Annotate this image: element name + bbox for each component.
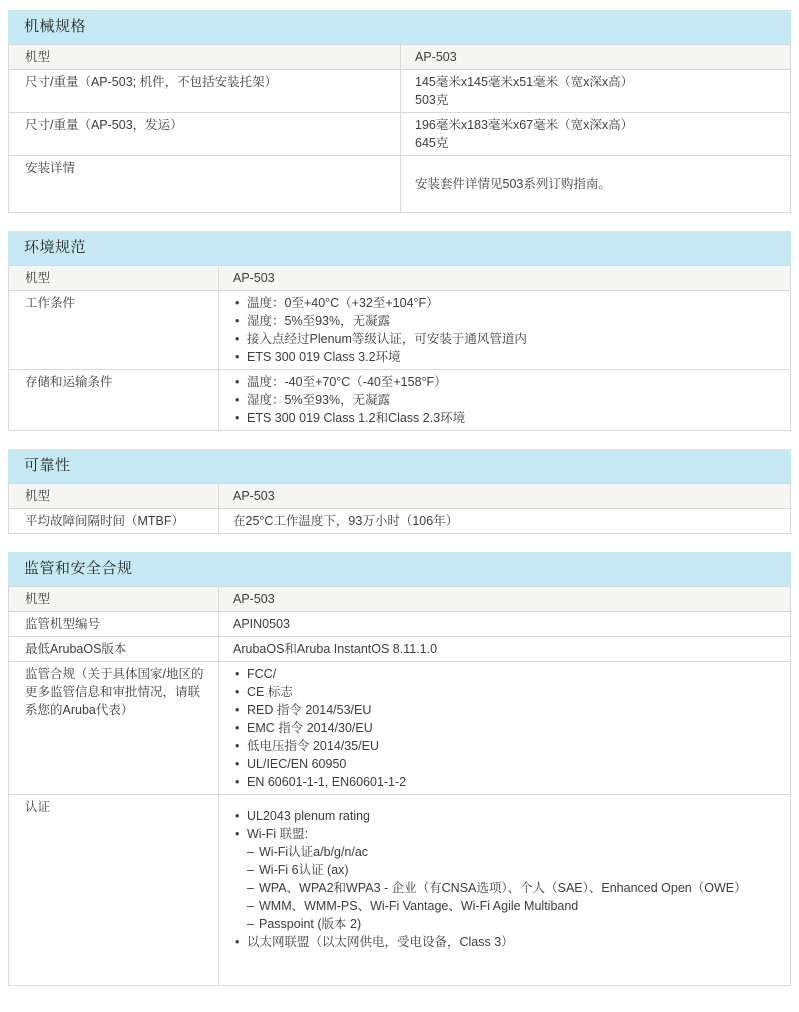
bullet-text: 以太网联盟（以太网供电，受电设备，Class 3） xyxy=(247,935,514,949)
bullet-text: 湿度：5%至93%，无凝露 xyxy=(247,393,391,407)
row-value xyxy=(219,266,791,291)
row-label: 尺寸/重量（AP-503; 机件，不包括安装托架） xyxy=(9,70,401,113)
value-line: 在25°C工作温度下，93万小时（106年） xyxy=(233,514,459,528)
bullet-line xyxy=(233,409,780,427)
bullet-text: 接入点经过Plenum等级认证，可安装于通风管道内 xyxy=(247,332,527,346)
table-row xyxy=(9,587,791,612)
row-value xyxy=(401,45,791,70)
row-label: 存储和运输条件 xyxy=(9,370,219,431)
row-label: 安装详情 xyxy=(9,156,401,213)
bullet-line xyxy=(233,683,780,701)
dash-icon: – xyxy=(247,917,254,931)
bullet-icon: • xyxy=(235,757,240,771)
row-value xyxy=(219,370,791,431)
row-value xyxy=(219,637,791,662)
value-line: AP-503 xyxy=(233,489,275,503)
bullet-line xyxy=(233,312,780,330)
bullet-line xyxy=(233,879,780,897)
bullet-text: 低电压指令 2014/35/EU xyxy=(247,739,379,753)
bullet-text: UL/IEC/EN 60950 xyxy=(247,757,347,771)
value-line: 503克 xyxy=(415,93,449,107)
table-row xyxy=(9,509,791,534)
row-label: 尺寸/重量（AP-503，发运） xyxy=(9,113,401,156)
bullet-icon: • xyxy=(235,775,240,789)
row-value xyxy=(219,587,791,612)
bullet-icon: • xyxy=(235,411,240,425)
bullet-text: RED 指令 2014/53/EU xyxy=(247,703,372,717)
bullet-line xyxy=(233,294,780,312)
bullet-icon: • xyxy=(235,703,240,717)
dash-icon: – xyxy=(247,863,254,877)
value-line: AP-503 xyxy=(233,592,275,606)
bullet-text: ETS 300 019 Class 1.2和Class 2.3环境 xyxy=(247,411,466,425)
table-row xyxy=(9,45,791,70)
bullet-text: WPA、WPA2和WPA3 - 企业（有CNSA选项）、个人（SAE）、Enhanced Open（OWE） xyxy=(259,881,747,895)
spec-table xyxy=(8,44,791,213)
row-label: 最低ArubaOS版本 xyxy=(9,637,219,662)
bullet-line xyxy=(233,701,780,719)
value-line: APIN0503 xyxy=(233,617,290,631)
bullet-line xyxy=(233,915,780,933)
row-label: 平均故障间隔时间（MTBF） xyxy=(9,509,219,534)
value-line: AP-503 xyxy=(415,50,457,64)
row-label: 工作条件 xyxy=(9,291,219,370)
section-title: 监管和安全合规 xyxy=(8,552,791,586)
row-value xyxy=(219,509,791,534)
value-line: ArubaOS和Aruba InstantOS 8.11.1.0 xyxy=(233,642,438,656)
bullet-text: CE 标志 xyxy=(247,685,293,699)
row-label: 监管机型编号 xyxy=(9,612,219,637)
row-value xyxy=(401,156,791,213)
row-label: 机型 xyxy=(9,587,219,612)
row-value xyxy=(219,291,791,370)
bullet-icon: • xyxy=(235,393,240,407)
spec-section-4 xyxy=(8,552,791,986)
spec-section-1 xyxy=(8,10,791,213)
bullet-text: UL2043 plenum rating xyxy=(247,809,370,823)
row-value xyxy=(219,795,791,986)
bullet-text: 湿度：5%至93%，无凝露 xyxy=(247,314,391,328)
bullet-icon: • xyxy=(235,935,240,949)
row-label: 机型 xyxy=(9,45,401,70)
section-title: 环境规范 xyxy=(8,231,791,265)
table-row xyxy=(9,795,791,986)
bullet-line xyxy=(233,773,780,791)
dash-icon: – xyxy=(247,899,254,913)
bullet-text: EN 60601-1-1, EN60601-1-2 xyxy=(247,775,407,789)
bullet-text: Wi-Fi 6认证 (ax) xyxy=(259,863,349,877)
bullet-line xyxy=(233,843,780,861)
spec-table xyxy=(8,586,791,986)
dash-icon: – xyxy=(247,845,254,859)
bullet-line xyxy=(233,933,780,951)
bullet-icon: • xyxy=(235,375,240,389)
bullet-line xyxy=(233,391,780,409)
row-value xyxy=(219,484,791,509)
table-row xyxy=(9,370,791,431)
bullet-text: 温度：-40至+70°C（-40至+158°F） xyxy=(247,375,447,389)
bullet-text: FCC/ xyxy=(247,667,277,681)
bullet-line xyxy=(233,897,780,915)
row-label: 认证 xyxy=(9,795,219,986)
bullet-line xyxy=(233,861,780,879)
value-line: 安装套件详情见503系列订购指南。 xyxy=(415,177,611,191)
spec-section-3 xyxy=(8,449,791,534)
bullet-icon: • xyxy=(235,667,240,681)
row-value xyxy=(219,662,791,795)
bullet-icon: • xyxy=(235,809,240,823)
bullet-line xyxy=(233,737,780,755)
table-row xyxy=(9,612,791,637)
table-row xyxy=(9,70,791,113)
value-line: 196毫米x183毫米x67毫米（宽x深x高） xyxy=(415,118,634,132)
bullet-line xyxy=(233,755,780,773)
bullet-text: EMC 指令 2014/30/EU xyxy=(247,721,373,735)
dash-icon: – xyxy=(247,881,254,895)
bullet-icon: • xyxy=(235,296,240,310)
section-title: 机械规格 xyxy=(8,10,791,44)
table-row xyxy=(9,113,791,156)
bullet-icon: • xyxy=(235,739,240,753)
row-label: 机型 xyxy=(9,266,219,291)
spec-section-2 xyxy=(8,231,791,431)
bullet-icon: • xyxy=(235,350,240,364)
spec-table xyxy=(8,483,791,534)
bullet-icon: • xyxy=(235,827,240,841)
value-line: AP-503 xyxy=(233,271,275,285)
row-value xyxy=(401,113,791,156)
bullet-line xyxy=(233,825,780,843)
value-line: 145毫米x145毫米x51毫米（宽x深x高） xyxy=(415,75,634,89)
bullet-line xyxy=(233,719,780,737)
table-row xyxy=(9,266,791,291)
value-line: 645克 xyxy=(415,136,449,150)
section-title: 可靠性 xyxy=(8,449,791,483)
bullet-icon: • xyxy=(235,721,240,735)
bullet-text: ETS 300 019 Class 3.2环境 xyxy=(247,350,401,364)
bullet-icon: • xyxy=(235,314,240,328)
bullet-line xyxy=(233,348,780,366)
row-value xyxy=(401,70,791,113)
table-row xyxy=(9,484,791,509)
table-row xyxy=(9,637,791,662)
bullet-text: Wi-Fi 联盟: xyxy=(247,827,309,841)
bullet-line xyxy=(233,373,780,391)
table-row xyxy=(9,291,791,370)
bullet-line xyxy=(233,330,780,348)
bullet-line xyxy=(233,807,780,825)
row-label: 监管合规（关于具体国家/地区的更多监管信息和审批情况，请联系您的Aruba代表） xyxy=(9,662,219,795)
bullet-icon: • xyxy=(235,332,240,346)
bullet-text: Wi-Fi认证a/b/g/n/ac xyxy=(259,845,369,859)
bullet-text: 温度：0至+40°C（+32至+104°F） xyxy=(247,296,439,310)
table-row xyxy=(9,156,791,213)
spec-table xyxy=(8,265,791,431)
bullet-line xyxy=(233,665,780,683)
bullet-text: Passpoint (版本 2) xyxy=(259,917,362,931)
bullet-icon: • xyxy=(235,685,240,699)
table-row xyxy=(9,662,791,795)
bullet-text: WMM、WMM-PS、Wi-Fi Vantage、Wi-Fi Agile Multiband xyxy=(259,899,579,913)
row-value xyxy=(219,612,791,637)
row-label: 机型 xyxy=(9,484,219,509)
